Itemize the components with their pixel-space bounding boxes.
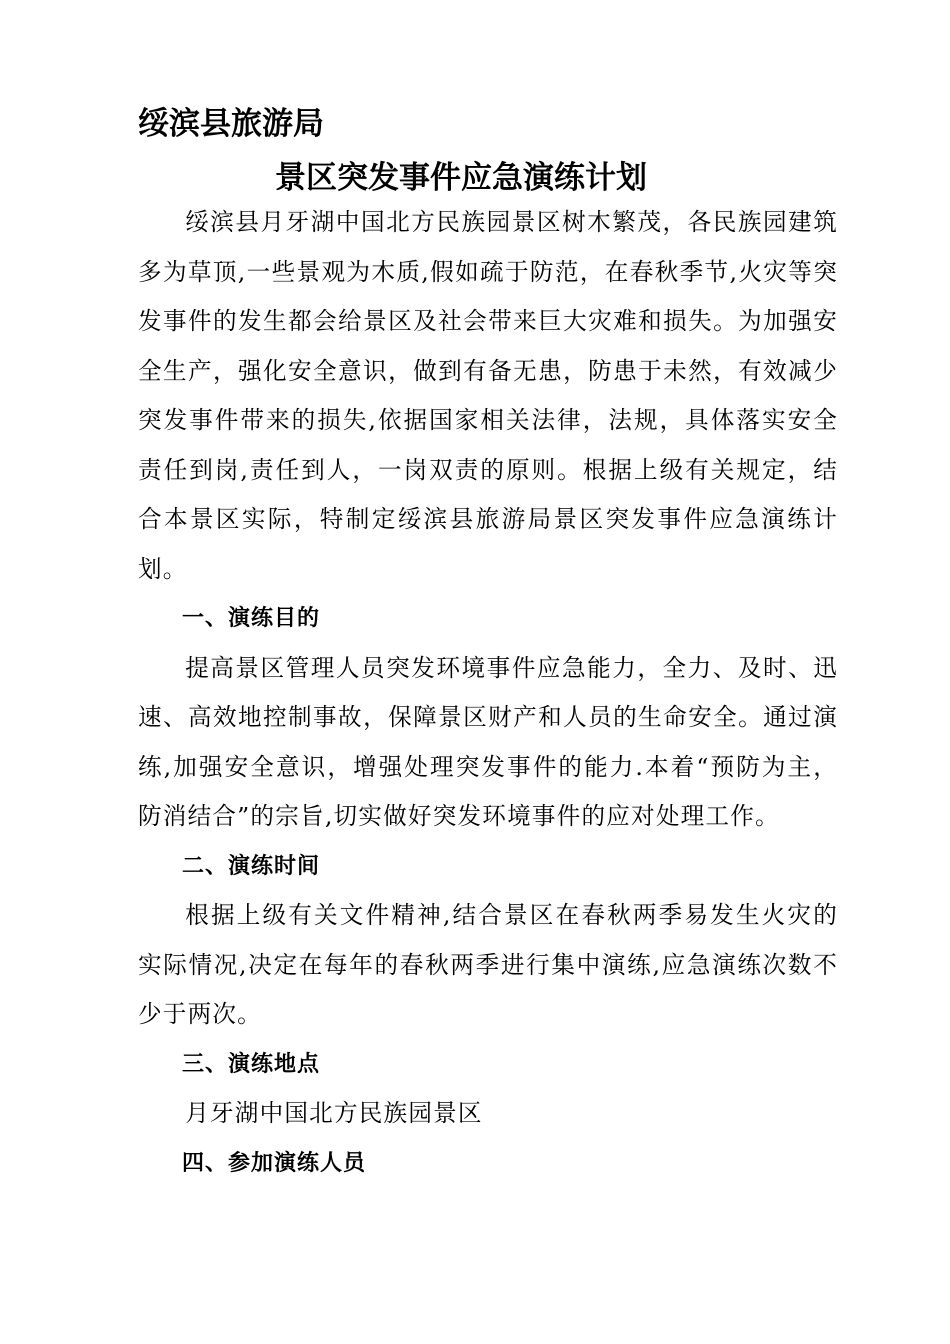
document-body — [138, 198, 838, 1188]
organization-name: 绥滨县旅游局 — [138, 106, 324, 142]
section-heading-purpose: 一、演练目的 — [182, 606, 321, 631]
section-heading-location: 三、演练地点 — [182, 1051, 321, 1077]
section-text-location: 月牙湖中国北方民族园景区 — [185, 1099, 483, 1127]
document-title: 景区突发事件应急演练计划 — [275, 160, 647, 196]
intro-paragraph: 绥滨县月牙湖中国北方民族园景区树木繁茂，各民族园建筑多为草顶,一些景观为木质,假如疏于防范，在春秋季节,火灾等突发事件的发生都会给景区及社会带来巨大灾难和损失。为加强安全生产，强化安全意识，做到有备无患，防患于未然，有效减少突发事件带来的损失,依据国家相关法律，法规，具体落实安全责任到岗,责任到人，一岗双责的原则。根据上级有关规定，结合本景区实际，特制定绥滨县旅游局景区突发事件应急演练计划。 — [138, 208, 838, 583]
section-heading-time: 二、演练时间 — [182, 853, 321, 879]
section-heading-participants: 四、参加演练人员 — [182, 1150, 367, 1176]
section-text-purpose: 提高景区管理人员突发环境事件应急能力，全力、及时、迅速、高效地控制事故，保障景区财产和人员的生命安全。通过演练,加强安全意识，增强处理突发事件的能力.本着“预防为主，防消结合”的宗旨,切实做好突发环境事件的应对处理工作。 — [138, 653, 838, 830]
section-text-time: 根据上级有关文件精神,结合景区在春秋两季易发生火灾的实际情况,决定在每年的春秋两季进行集中演练,应急演练次数不少于两次。 — [138, 901, 838, 1028]
